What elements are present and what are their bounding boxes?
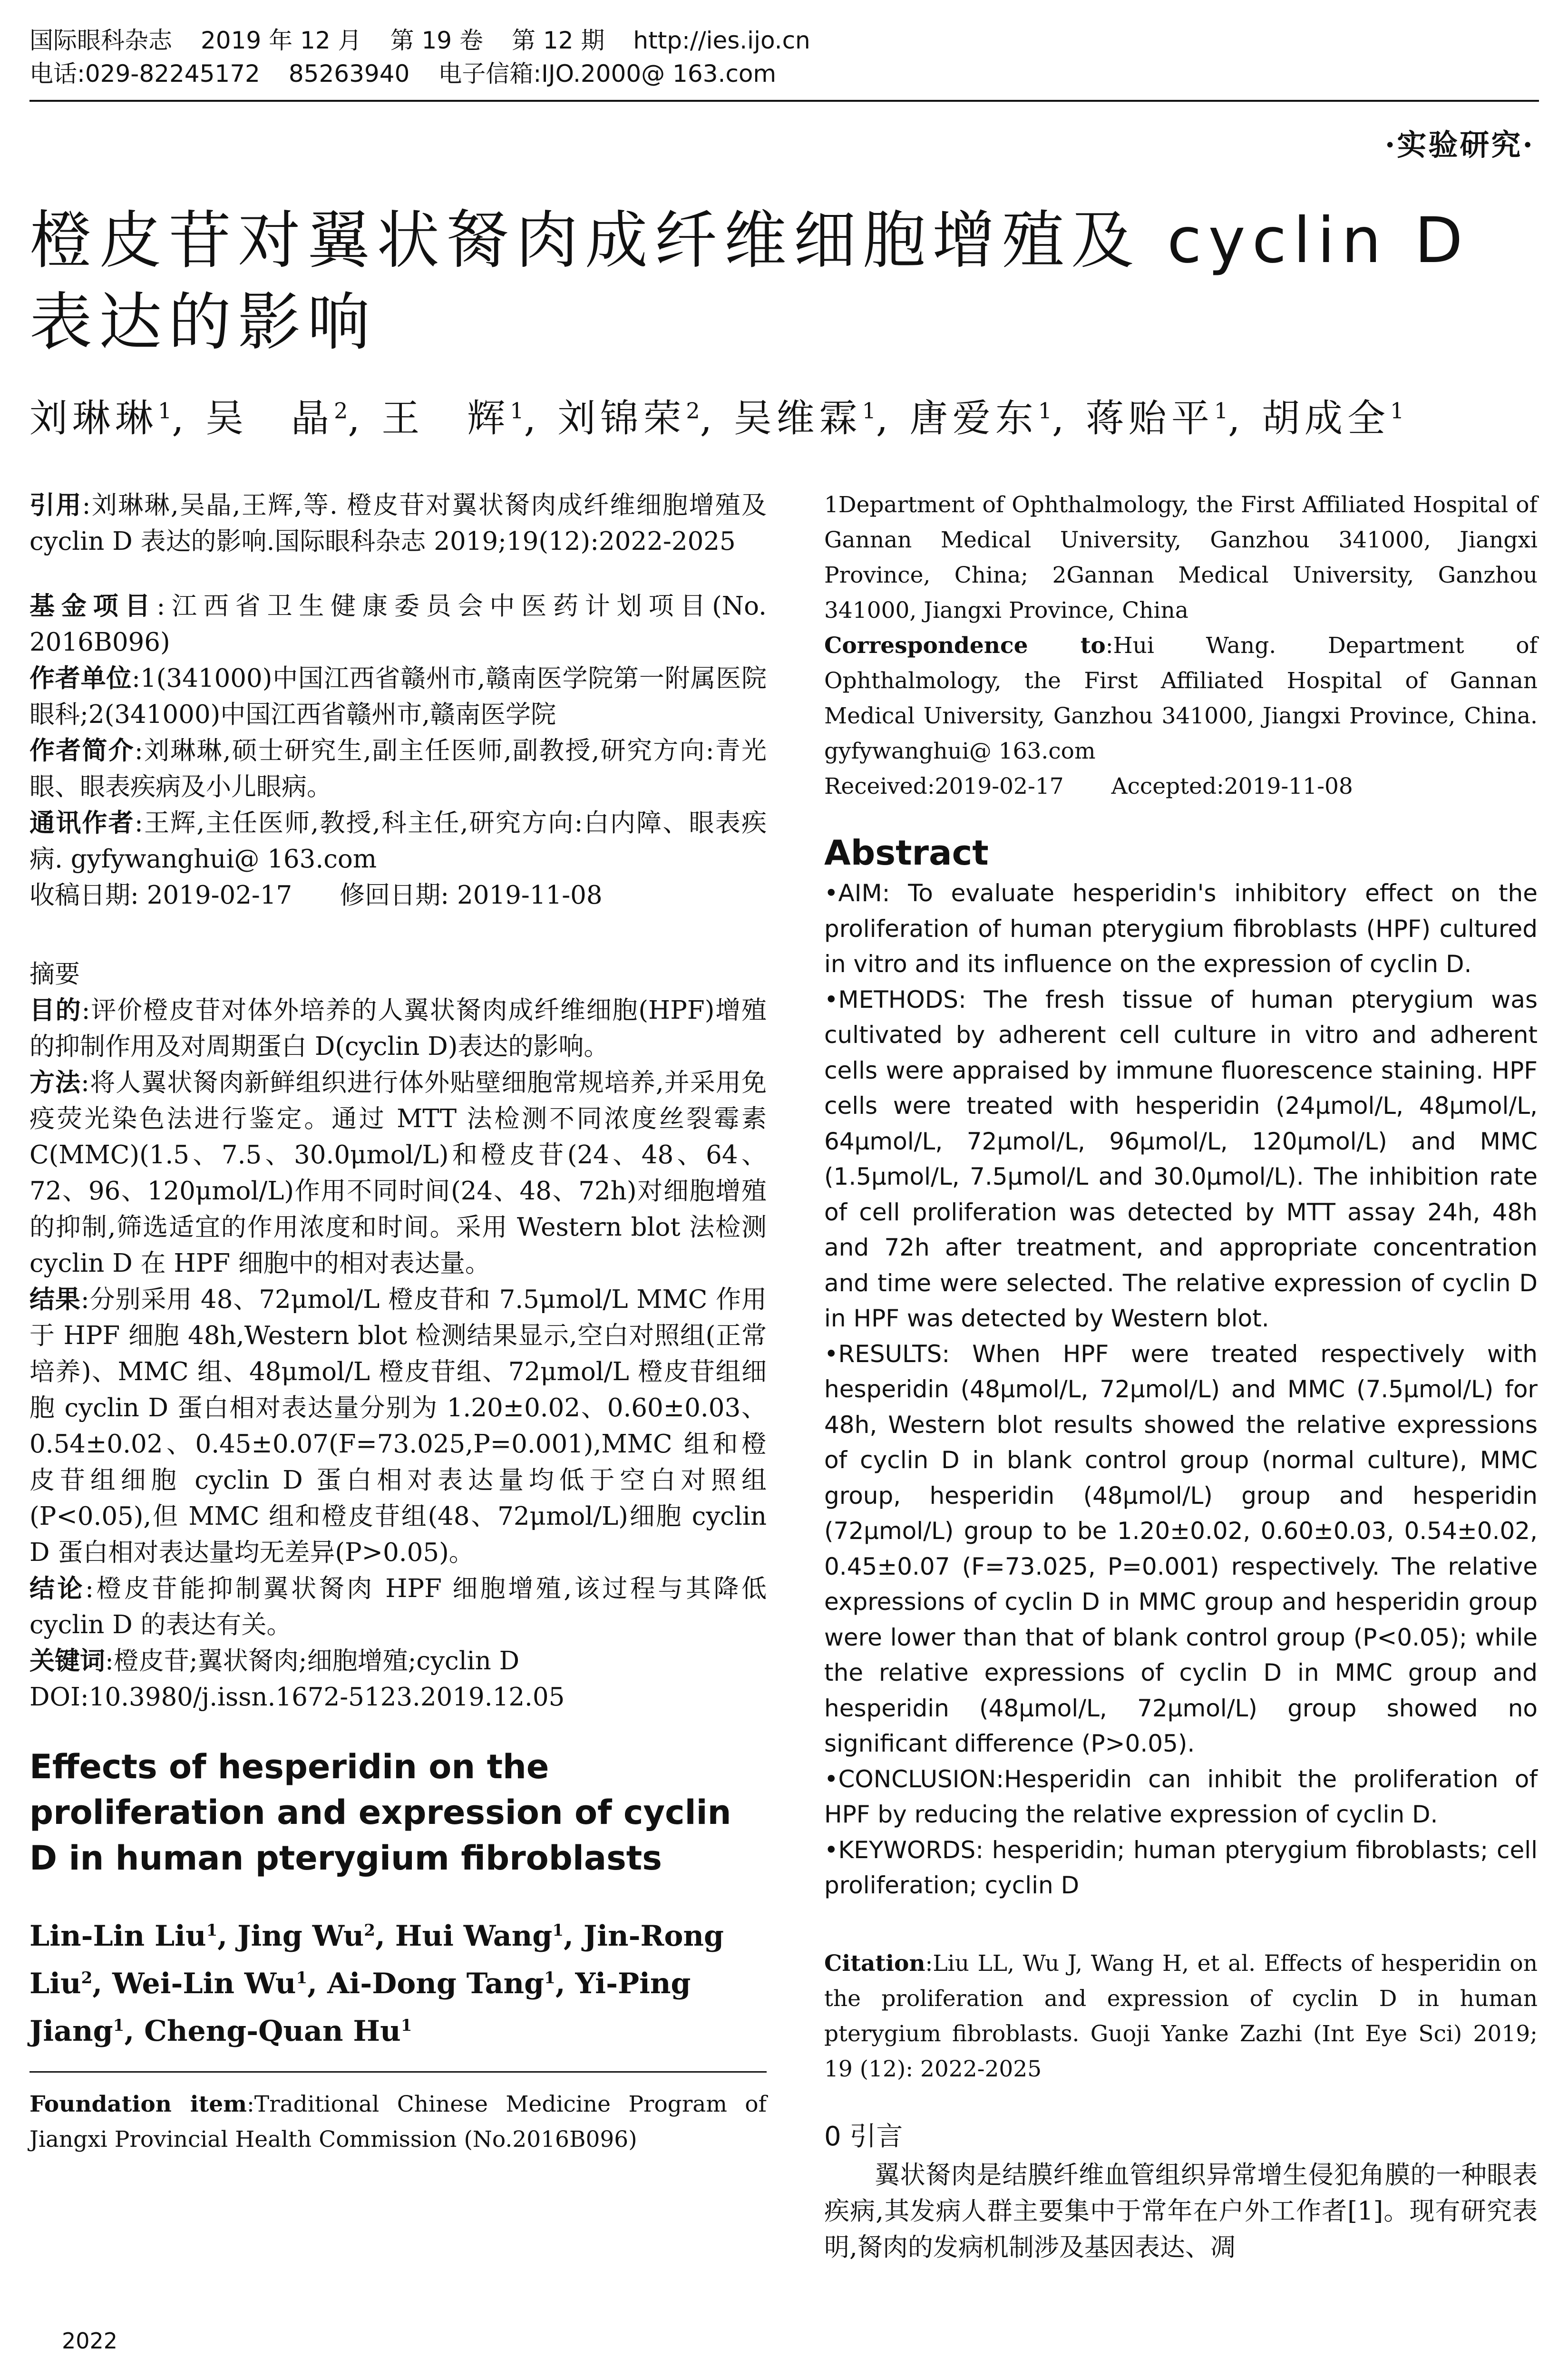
page-number: 2022: [62, 2328, 118, 2354]
journal-header: [29, 24, 1537, 90]
results-en: •RESULTS: When HPF were treated respectively with hesperidin (48μmol/L, 72μmol/L) and MMC (7.5μmol/L) for 48h, Western blot results showed the relative expressions of cyclin D in blank control group (normal culture), MMC group, hesperidin (48μmol/L) group and hesperidin (72μmol/L) group to be 1.20±0.02, 0.60±0.03, 0.54±0.02, 0.45±0.07 (F=73.025, P=0.001) respectively. The relative expressions of cyclin D in MMC group and hesperidin group were lower than that of blank control group (P<0.05); while the relative expressions of cyclin D in MMC group and hesperidin (48μmol/L, 72μmol/L) group showed no significant difference (P>0.05).: [824, 1340, 1538, 1757]
author: 吴维霖: [733, 396, 862, 440]
author: 刘锦荣: [557, 396, 686, 440]
author: 吴 晶: [205, 396, 334, 440]
author-bio: 作者简介:刘琳琳,硕士研究生,副主任医师,副教授,研究方向:青光眼、眼表疾病及小儿眼病。: [29, 736, 767, 801]
dates-cn: 收稿日期: 2019-02-17 修回日期: 2019-11-08: [29, 881, 603, 910]
corresponding-author: 通讯作者:王辉,主任医师,教授,科主任,研究方向:白内障、眼表疾病. gyfywanghui@ 163.com: [29, 809, 767, 874]
author-unit: 作者单位:1(341000)中国江西省赣州市,赣南医学院第一附属医院眼科;2(341000)中国江西省赣州市,赣南医学院: [29, 664, 767, 729]
foundation-rule: [29, 2071, 767, 2073]
correspondence-en: Correspondence to:Hui Wang. Department of Ophthalmology, the First Affiliated Hospital of Gannan Medical University, Ganzhou 341000, Jiangxi Province, China. gyfywanghui@ 163.com: [824, 633, 1538, 764]
affiliations-en: 1Department of Ophthalmology, the First Affiliated Hospital of Gannan Medical University, Ganzhou 341000, Jiangxi Province, China; 2Gannan Medical University, Ganzhou 341000, Jiangxi Province, China: [824, 492, 1538, 623]
conclusion-cn: 结论:橙皮苷能抑制翼状胬肉 HPF 细胞增殖,该过程与其降低 cyclin D 的表达有关。: [29, 1574, 767, 1639]
author: 王 辉: [381, 396, 510, 440]
introduction-heading: 0 引言: [824, 2121, 903, 2152]
authors-cn: 刘琳琳$^1$, 吴 晶$^2$, 王 辉$^1$, 刘锦荣$^2$, 吴维霖$^1$, 唐爱东$^1$, 蒋贻平$^1$, 胡成全$^1$: [29, 396, 1404, 440]
authors-en: Lin-Lin Liu$^1$, Jing Wu$^2$, Hui Wang$^1$, Jin-Rong Liu$^2$, Wei-Lin Wu$^1$, Ai-Dong Tang$^1$, Yi-Ping Jiang$^1$, Cheng-Quan Hu$^1$: [29, 1919, 724, 2048]
methods-en: •METHODS: The fresh tissue of human pterygium was cultivated by adherent cell culture in vitro and adherent cells were appraised by immune fluorescence staining. HPF cells were treated with hesperidin (24μmol/L, 48μmol/L, 64μmol/L, 72μmol/L, 96μmol/L, 120μmol/L) and MMC (1.5μmol/L, 7.5μmol/L and 30.0μmol/L). The inhibition rate of cell proliferation was detected by MTT assay 24h, 48h and 72h after treatment, and appropriate concentration and time were selected. The relative expression of cyclin D in HPF was detected by Western blot.: [824, 985, 1538, 1332]
left-column: [29, 487, 767, 2157]
phone: 电话:029-82245172: [29, 60, 260, 88]
citation-cn: 引用:刘琳琳,吴晶,王辉,等. 橙皮苷对翼状胬肉成纤维细胞增殖及 cyclin D 表达的影响.国际眼科杂志 2019;19(12):2022-2025: [29, 491, 767, 556]
results-cn: 结果:分别采用 48、72μmol/L 橙皮苷和 7.5μmol/L MMC 作用于 HPF 细胞 48h,Western blot 检测结果显示,空白对照组(正常培养)、MMC 组、48μmol/L 橙皮苷组、72μmol/L 橙皮苷组细胞 cyclin D 蛋白相对表达量分别为 1.20±0.02、0.60±0.03、0.54±0.02、0.45±0.07(F=73.025,P=0.001),MMC 组和橙皮苷组细胞 cyclin D 蛋白相对表达量均低于空白对照组(P<0.05),但 MMC 组和橙皮苷组(48、72μmol/L)细胞 cyclin D 蛋白相对表达量均无差异(P>0.05)。: [29, 1285, 767, 1567]
methods-cn: 方法:将人翼状胬肉新鲜组织进行体外贴壁细胞常规培养,并采用免疫荧光染色法进行鉴定。通过 MTT 法检测不同浓度丝裂霉素 C(MMC)(1.5、7.5、30.0μmol/L)和橙皮苷(24、48、64、72、96、120μmol/L)作用不同时间(24、48、72h)对细胞增殖的抑制,筛选适宜的作用浓度和时间。采用 Western blot 法检测 cyclin D 在 HPF 细胞中的相对表达量。: [29, 1068, 767, 1278]
fund-info: 基金项目:江西省卫生健康委员会中医药计划项目(No. 2016B096): [29, 592, 767, 657]
keywords-en: •KEYWORDS: hesperidin; human pterygium fibroblasts; cell proliferation; cyclin D: [824, 1836, 1538, 1899]
author: 唐爱东: [909, 396, 1038, 440]
english-title: Effects of hesperidin on the proliferation and expression of cyclin D in human pterygium fibroblasts: [29, 1747, 731, 1878]
header-line-1: [29, 24, 1537, 57]
volume: 第 19 卷: [390, 27, 483, 54]
foundation-item: Foundation item:Traditional Chinese Medicine Program of Jiangxi Provincial Health Commission (No.2016B096): [29, 2091, 767, 2153]
section-tag: ·实验研究·: [1384, 127, 1535, 162]
citation-en: Citation:Liu LL, Wu J, Wang H, et al. Effects of hesperidin on the proliferation and expression of cyclin D in human pterygium fibroblasts. Guoji Yanke Zazhi (Int Eye Sci) 2019; 19 (12): 2022-2025: [824, 1950, 1538, 2082]
abstract-heading-cn: 摘要: [29, 960, 80, 989]
author: 蒋贻平: [1085, 396, 1214, 440]
author: 刘琳琳: [29, 396, 158, 440]
aim-cn: 目的:评价橙皮苷对体外培养的人翼状胬肉成纤维细胞(HPF)增殖的抑制作用及对周期蛋白 D(cyclin D)表达的影响。: [29, 996, 767, 1061]
introduction-text: 翼状胬肉是结膜纤维血管组织异常增生侵犯角膜的一种眼表疾病,其发病人群主要集中于常年在户外工作者[1]。现有研究表明,胬肉的发病机制涉及基因表达、凋: [824, 2160, 1538, 2262]
page-title: 橙皮苷对翼状胬肉成纤维细胞增殖及 cyclin D 表达的影响: [29, 204, 1470, 359]
dates-en: Received:2019-02-17 Accepted:2019-11-08: [824, 773, 1353, 799]
phone-2: 85263940: [288, 60, 410, 88]
conclusion-en: •CONCLUSION:Hesperidin can inhibit the proliferation of HPF by reducing the relative expression of cyclin D.: [824, 1765, 1538, 1828]
keywords-cn: 关键词:橙皮苷;翼状胬肉;细胞增殖;cyclin D: [29, 1646, 520, 1676]
header-rule: [29, 100, 1539, 102]
right-column: [824, 487, 1538, 2266]
issue-date: 2019 年 12 月: [201, 27, 362, 54]
header-line-2: [29, 57, 1537, 90]
aim-en: •AIM: To evaluate hesperidin's inhibitory effect on the proliferation of human pterygium fibroblasts (HPF) cultured in vitro and its influence on the expression of cyclin D.: [824, 879, 1538, 978]
doi[interactable]: DOI:10.3980/j.issn.1672-5123.2019.12.05: [29, 1683, 565, 1712]
email[interactable]: 电子信箱:IJO.2000@ 163.com: [438, 60, 777, 88]
author: 胡成全: [1261, 396, 1390, 440]
journal-url[interactable]: http://ies.ijo.cn: [633, 27, 810, 54]
issue: 第 12 期: [511, 27, 605, 54]
abstract-heading-en: Abstract: [824, 833, 989, 873]
journal-name: 国际眼科杂志: [29, 27, 172, 54]
